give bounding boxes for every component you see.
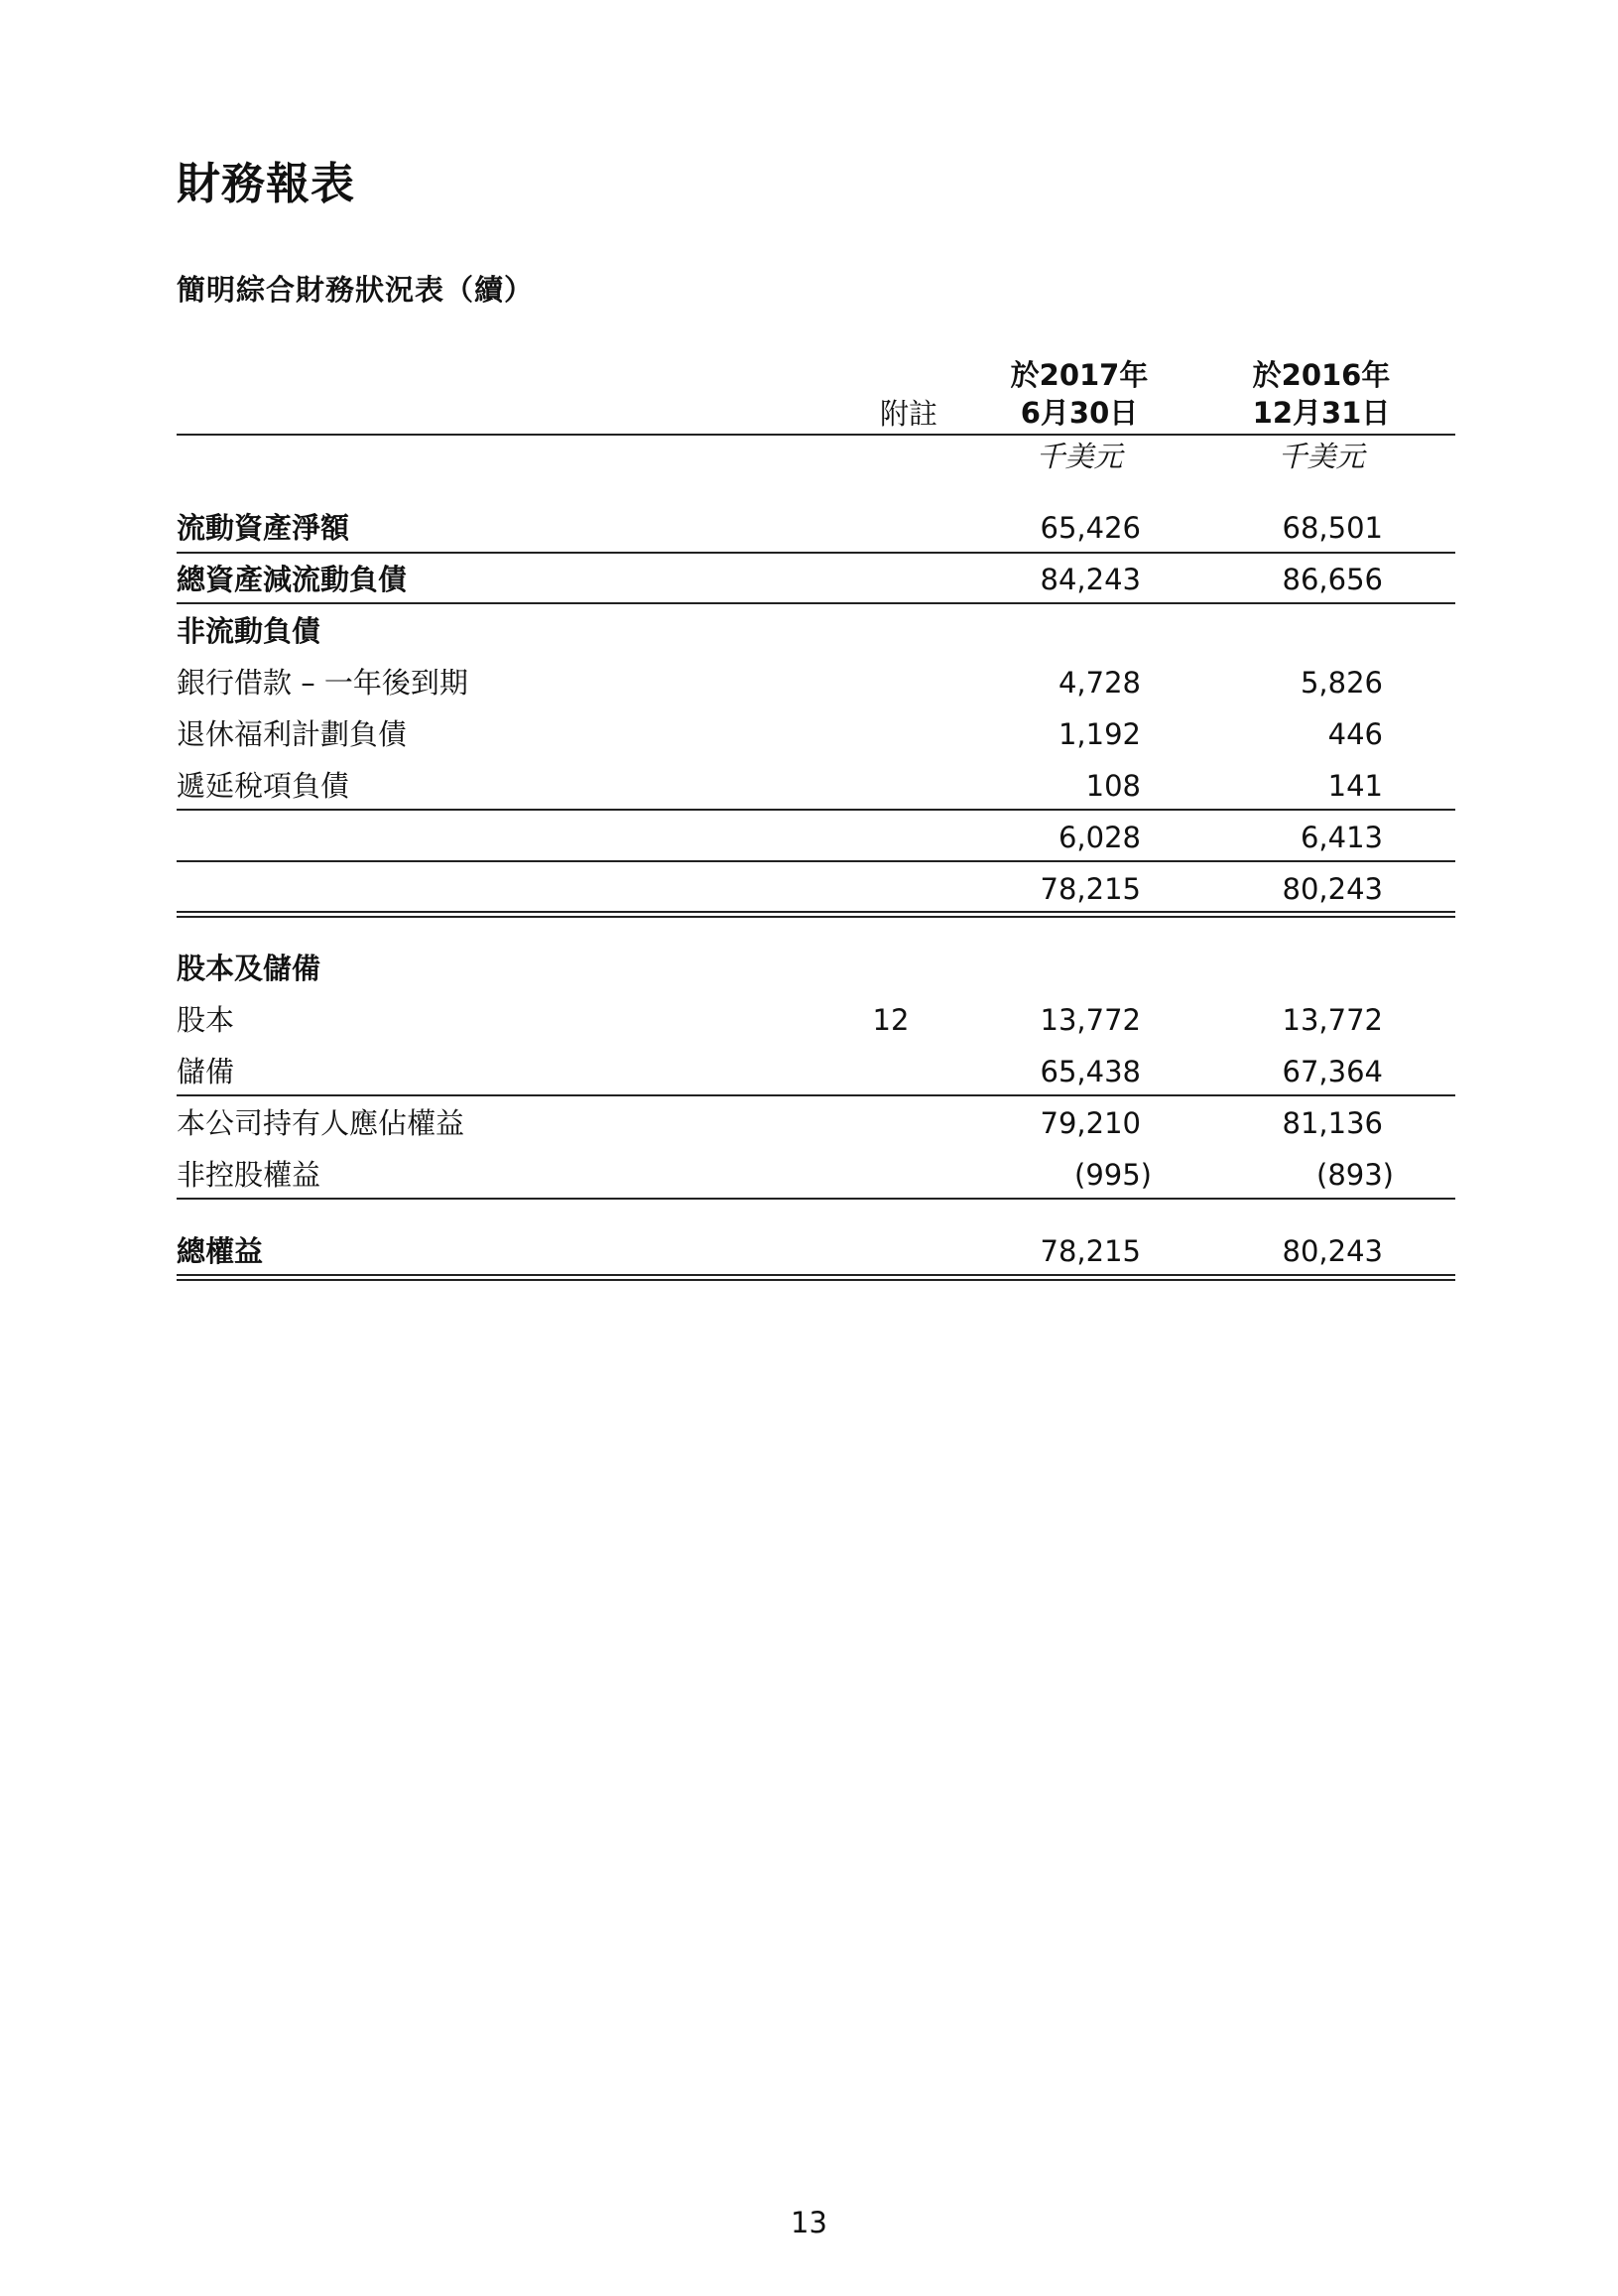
row-rule [177, 809, 1455, 811]
value-2016: 13,772 [1282, 1003, 1383, 1037]
row-label: 遞延稅項負債 [177, 769, 350, 803]
subtotal-row [177, 812, 1455, 863]
total-equity-row [177, 1225, 1455, 1277]
row-label: 流動資產淨額 [177, 511, 350, 545]
value-2017: 78,215 [1040, 1234, 1141, 1268]
section-heading [177, 943, 1455, 994]
value-2016: 80,243 [1282, 872, 1383, 906]
header-rule [177, 434, 1455, 436]
value-2016: 67,364 [1282, 1055, 1383, 1088]
row-rule [177, 860, 1455, 862]
value-2016: 6,413 [1300, 821, 1383, 854]
value-2016: 86,656 [1282, 563, 1383, 596]
table-row [177, 554, 1455, 605]
table-row [177, 657, 1455, 708]
table-row [177, 502, 1455, 554]
value-2017: 1,192 [1058, 717, 1141, 751]
row-label: 退休福利計劃負債 [177, 717, 408, 751]
col2-header-date: 12月31日 [1252, 396, 1391, 430]
value-2017: 6,028 [1058, 821, 1141, 854]
row-label: 總權益 [177, 1234, 264, 1268]
value-2016: 81,136 [1282, 1106, 1383, 1140]
value-2017: 78,215 [1040, 872, 1141, 906]
value-2016: 68,501 [1282, 511, 1383, 545]
table-row [177, 1097, 1455, 1149]
value-2017: 108 [1085, 769, 1141, 803]
col1-unit: 千美元 [1036, 440, 1123, 473]
double-rule [177, 911, 1455, 918]
table-row [177, 1046, 1455, 1097]
value-2017: 79,210 [1040, 1106, 1141, 1140]
value-2017: (995) [1074, 1158, 1152, 1192]
row-label: 股本及儲備 [177, 952, 321, 985]
row-label: 非流動負債 [177, 614, 321, 648]
value-2016: (893) [1316, 1158, 1394, 1192]
row-label: 股本 [177, 1003, 235, 1037]
value-2017: 4,728 [1058, 666, 1141, 700]
table-row [177, 994, 1455, 1046]
row-label: 儲備 [177, 1055, 235, 1088]
table-row [177, 760, 1455, 812]
double-rule [177, 1274, 1455, 1281]
col1-header-date: 6月30日 [1020, 396, 1139, 430]
section-heading [177, 605, 1455, 657]
financial-position-table [177, 0, 1455, 2296]
value-2016: 5,826 [1300, 666, 1383, 700]
note-column-header: 附註 [879, 397, 937, 431]
page-title: 財務報表 [177, 159, 355, 209]
page-number: 13 [791, 2206, 827, 2239]
col2-header-year: 於2016年 [1252, 358, 1391, 392]
value-2017: 13,772 [1040, 1003, 1141, 1037]
value-2017: 84,243 [1040, 563, 1141, 596]
row-label: 非控股權益 [177, 1158, 321, 1192]
statement-subtitle: 簡明綜合財務狀況表（續） [177, 273, 535, 307]
total-row [177, 863, 1455, 915]
table-row [177, 1149, 1455, 1201]
value-2016: 446 [1327, 717, 1383, 751]
col2-unit: 千美元 [1278, 440, 1365, 473]
note-ref: 12 [872, 1003, 910, 1037]
value-2017: 65,426 [1040, 511, 1141, 545]
value-2017: 65,438 [1040, 1055, 1141, 1088]
row-rule [177, 1198, 1455, 1200]
row-label: 總資產減流動負債 [177, 563, 408, 596]
row-rule [177, 602, 1455, 604]
row-label: 銀行借款 – 一年後到期 [177, 666, 468, 700]
table-row [177, 708, 1455, 760]
value-2016: 141 [1327, 769, 1383, 803]
row-label: 本公司持有人應佔權益 [177, 1106, 465, 1140]
col1-header-year: 於2017年 [1010, 358, 1149, 392]
value-2016: 80,243 [1282, 1234, 1383, 1268]
row-rule [177, 1094, 1455, 1096]
